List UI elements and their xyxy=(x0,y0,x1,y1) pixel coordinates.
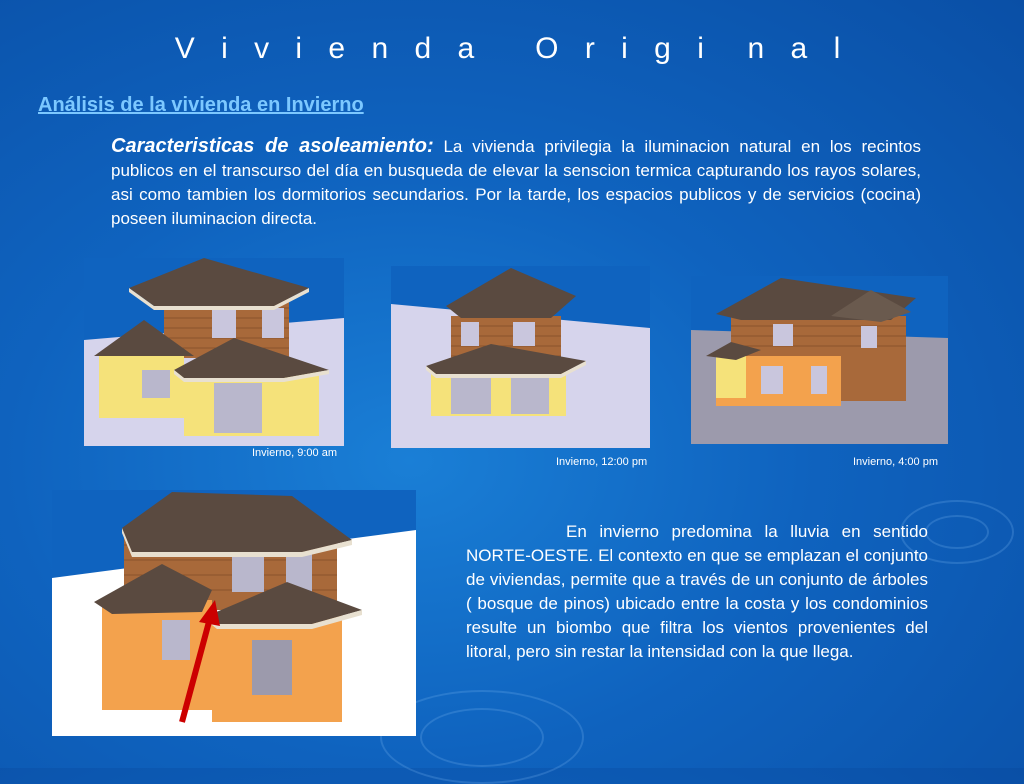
ripple-decoration xyxy=(925,515,989,549)
intro-text: La vivienda privilegia la iluminacion natural en los recintos publicos en el transcurso del día en busqueda de elevar la senscion termica capturando los rayos solares, asi como tambien los dormitorios secundarios. Por la tarde, los espacios publicos y de servicios (cocina) poseen iluminacion directa. xyxy=(111,137,921,228)
slide-title: V i v i e n d a O r i g i n a l xyxy=(174,32,850,65)
section-subtitle[interactable]: Análisis de la vivienda en Invierno xyxy=(38,94,364,116)
caption-12pm: Invierno, 12:00 pm xyxy=(556,456,648,468)
house-wind-render xyxy=(52,490,416,736)
house-render-12pm xyxy=(391,266,650,448)
caption-4pm: Invierno, 4:00 pm xyxy=(853,456,938,468)
caption-9am: Invierno, 9:00 am xyxy=(252,447,337,459)
intro-paragraph xyxy=(111,134,921,231)
intro-lead: Caracteristicas de asoleamiento: xyxy=(111,135,434,157)
body-paragraph: En invierno predomina la lluvia en sentido NORTE-OESTE. El contexto en que se emplazan el conjunto de viviendas, permite que a través de un conjunto de árboles ( bosque de pinos) ubicado entre la costa y los condominios resulte un biombo que filtra los vientos provenientes del litoral, pero sin restar la intensidad con la que llega. xyxy=(466,522,928,661)
house-render-4pm xyxy=(691,276,948,444)
ripple-decoration xyxy=(420,708,544,767)
house-render-9am xyxy=(84,258,344,446)
